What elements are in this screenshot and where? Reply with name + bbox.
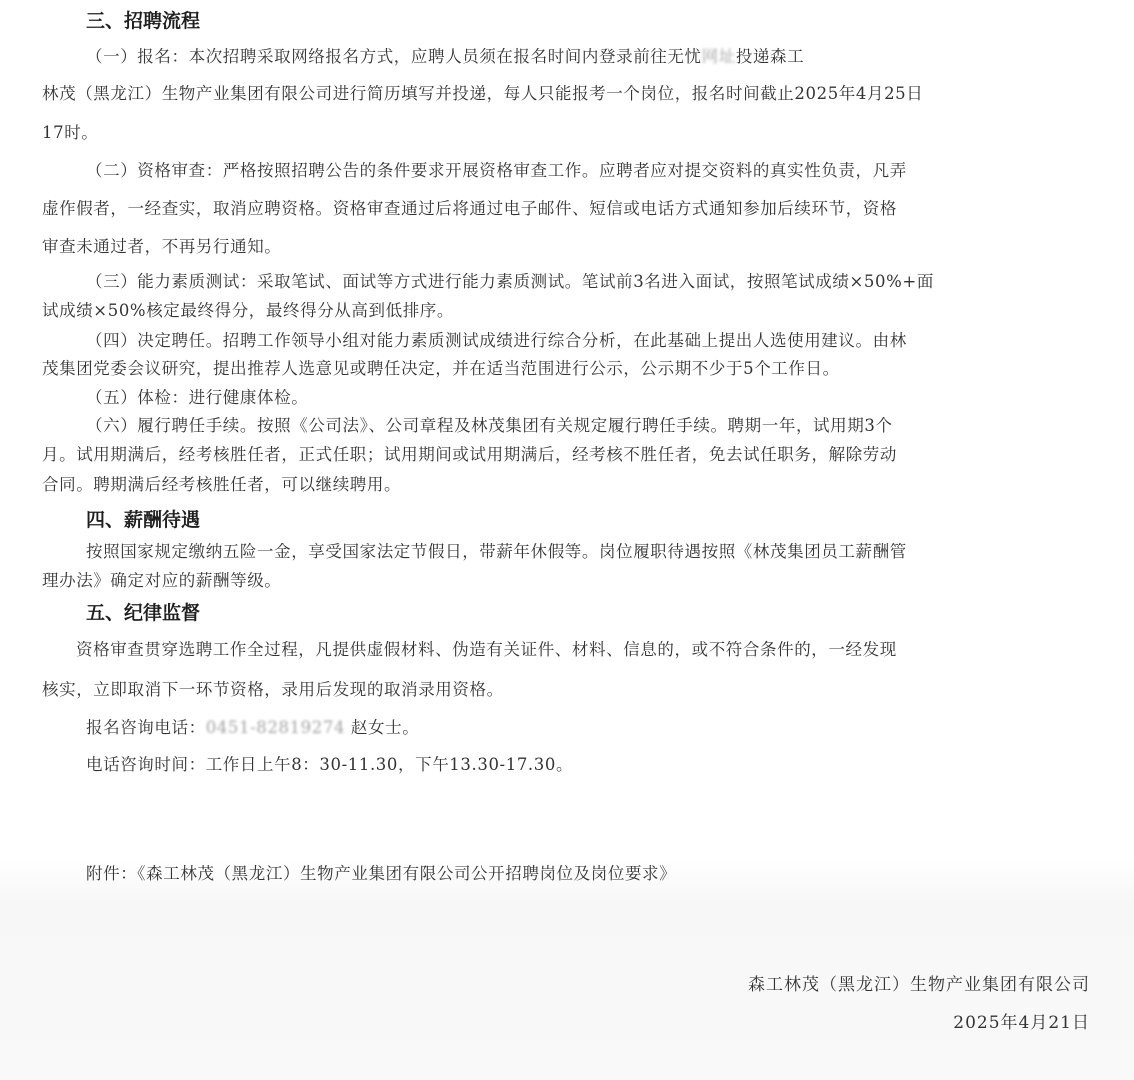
paragraph-line: （一）报名：本次招聘采取网络报名方式，应聘人员须在报名时间内登录前往无忧网址投递森工 — [86, 43, 804, 67]
section-heading-recruitment-process: 三、招聘流程 — [86, 10, 201, 32]
paragraph-line: （四）决定聘任。招聘工作领导小组对能力素质测试成绩进行综合分析，在此基础上提出人选使用建议。由林 — [86, 331, 907, 350]
paragraph-line: 试成绩×50%核定最终得分，最终得分从高到低排序。 — [42, 301, 454, 320]
attachment-line: 附件：《森工林茂（黑龙江）生物产业集团有限公司公开招聘岗位及岗位要求》 — [86, 864, 677, 883]
paragraph-line: 林茂（黑龙江）生物产业集团有限公司进行简历填写并投递，每人只能报考一个岗位，报名时间截止2025年4月25日 — [42, 84, 924, 103]
paragraph-line: 17时。 — [42, 123, 99, 142]
paragraph-line: （二）资格审查：严格按照招聘公告的条件要求开展资格审查工作。应聘者应对提交资料的真实性负责，凡弄 — [86, 161, 907, 180]
contact-hours-line: 电话咨询时间：工作日上午8：30-11.30，下午13.30-17.30。 — [86, 755, 574, 774]
paragraph-line: 核实，立即取消下一环节资格，录用后发现的取消录用资格。 — [42, 680, 504, 699]
signature-date: 2025年4月21日 — [953, 1013, 1090, 1033]
paragraph-line: 审查未通过者，不再另行通知。 — [42, 237, 282, 256]
paragraph-line: 合同。聘期满后经考核胜任者，可以继续聘用。 — [42, 475, 402, 494]
paragraph-line: 理办法》确定对应的薪酬等级。 — [42, 571, 282, 590]
paragraph-line: 月。试用期满后，经考核胜任者，正式任职；试用期间或试用期满后，经考核不胜任者，免去试任职务，解除劳动 — [42, 445, 897, 464]
contact-phone-line: 报名咨询电话：0451-82819274 赵女士。 — [86, 718, 420, 737]
paragraph-line: 资格审查贯穿选聘工作全过程，凡提供虚假材料、伪造有关证件、材料、信息的，或不符合条件的，一经发现 — [76, 640, 897, 659]
paragraph-line: （五）体检：进行健康体检。 — [86, 388, 309, 407]
paragraph-line: （三）能力素质测试：采取笔试、面试等方式进行能力素质测试。笔试前3名进入面试，按照笔试成绩×50%+面 — [86, 272, 934, 291]
paragraph-line: 按照国家规定缴纳五险一金，享受国家法定节假日，带薪年休假等。岗位履职待遇按照《林茂集团员工薪酬管 — [86, 542, 907, 561]
paragraph-line: （六）履行聘任手续。按照《公司法》、公司章程及林茂集团有关规定履行聘任手续。聘期一年，试用期3个 — [86, 416, 893, 435]
redacted-text: 网址 — [701, 47, 736, 66]
paragraph-line: 茂集团党委会议研究，提出推荐人选意见或聘任决定，并在适当范围进行公示，公示期不少于5个工作日。 — [42, 359, 840, 378]
section-heading-compensation: 四、薪酬待遇 — [86, 509, 201, 531]
redacted-phone-number: 0451-82819274 — [205, 718, 346, 737]
section-heading-discipline: 五、纪律监督 — [86, 602, 201, 624]
paragraph-line: 虚作假者，一经查实，取消应聘资格。资格审查通过后将通过电子邮件、短信或电话方式通知参加后续环节，资格 — [42, 199, 897, 218]
signature-organization: 森工林茂（黑龙江）生物产业集团有限公司 — [748, 975, 1090, 995]
